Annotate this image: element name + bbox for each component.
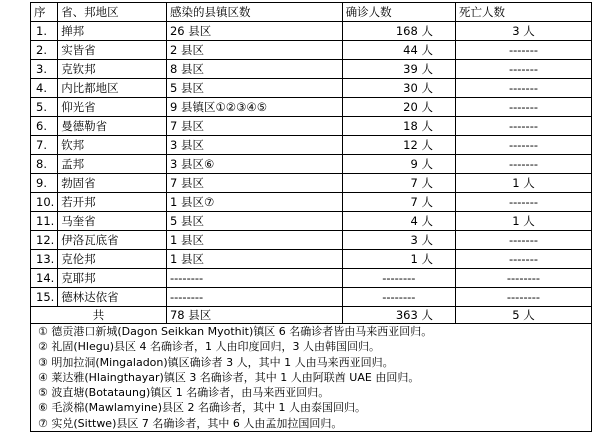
footnote-4: ④ 莱达雅(Hlaingthayar)镇区 3 名确诊者，其中 1 人由阿联酋 UAE 由回归。 (38, 370, 420, 384)
row-region: 伊洛瓦底省 (58, 231, 167, 250)
table-row (31, 231, 592, 250)
row-counties: 26 县区 (166, 22, 342, 41)
total-row (31, 307, 592, 324)
row-counties: 3 县区⑥ (166, 155, 342, 174)
row-deaths: 3 人 (455, 22, 591, 41)
row-cases: 7 人 (342, 174, 455, 193)
row-cases: 12 人 (342, 136, 455, 155)
row-counties: 1 县区⑦ (166, 193, 342, 212)
footnote-1: ① 德贡港口新城(Dagon Seikkan Myothit)镇区 6 名确诊者皆由马来西亚回归。 (38, 325, 433, 338)
row-deaths: 1 人 (455, 174, 591, 193)
row-no: 9. (31, 174, 58, 193)
row-cases: 20 人 (342, 98, 455, 117)
row-deaths: ------- (455, 60, 591, 79)
table-row (31, 79, 592, 98)
row-no: 10. (31, 193, 58, 212)
row-no: 13. (31, 250, 58, 269)
total-cases: 363 人 (342, 307, 455, 324)
table-row (31, 288, 592, 307)
total-label: 共 (31, 307, 167, 324)
table-row (31, 212, 592, 231)
row-counties: -------- (166, 269, 342, 288)
row-counties: 7 县区 (166, 174, 342, 193)
row-deaths: ------- (455, 193, 591, 212)
table-row (31, 250, 592, 269)
row-region: 实皆省 (58, 41, 167, 60)
row-region: 孟邦 (58, 155, 167, 174)
row-counties: 1 县区 (166, 231, 342, 250)
row-cases: 30 人 (342, 79, 455, 98)
row-deaths: ------- (455, 79, 591, 98)
table-row (31, 22, 592, 41)
row-deaths: ------- (455, 117, 591, 136)
row-no: 1. (31, 22, 58, 41)
row-region: 曼德勒省 (58, 117, 167, 136)
row-cases: 18 人 (342, 117, 455, 136)
table-row (31, 193, 592, 212)
row-region: 内比都地区 (58, 79, 167, 98)
row-cases: -------- (342, 288, 455, 307)
row-region: 掸邦 (58, 22, 167, 41)
header-cases: 确诊人数 (342, 3, 455, 22)
table-row (31, 41, 592, 60)
row-no: 12. (31, 231, 58, 250)
row-deaths: ------- (455, 250, 591, 269)
row-no: 4. (31, 79, 58, 98)
row-no: 2. (31, 41, 58, 60)
row-region: 克钦邦 (58, 60, 167, 79)
row-no: 5. (31, 98, 58, 117)
row-counties: 2 县区 (166, 41, 342, 60)
row-deaths: ------- (455, 136, 591, 155)
table-row (31, 269, 592, 288)
header-row (31, 3, 592, 22)
row-no: 15. (31, 288, 58, 307)
row-counties: 5 县区 (166, 212, 342, 231)
regional-case-table (30, 2, 592, 432)
row-counties: 1 县区 (166, 250, 342, 269)
row-region: 勃固省 (58, 174, 167, 193)
row-region: 克伦邦 (58, 250, 167, 269)
row-region: 仰光省 (58, 98, 167, 117)
row-no: 3. (31, 60, 58, 79)
row-no: 14. (31, 269, 58, 288)
total-counties: 78 县区 (166, 307, 342, 324)
row-cases: 1 人 (342, 250, 455, 269)
row-cases: 4 人 (342, 212, 455, 231)
row-deaths: ------- (455, 41, 591, 60)
row-deaths: -------- (455, 269, 591, 288)
row-deaths: 1 人 (455, 212, 591, 231)
footnote-3: ③ 明加拉洞(Mingaladon)镇区确诊者 3 人，其中 1 人由马来西亚回归。 (38, 355, 394, 369)
row-cases: 9 人 (342, 155, 455, 174)
header-no: 序 (31, 3, 58, 22)
footnote-7: ⑦ 实兑(Sittwe)县区 7 名确诊者，其中 6 人由孟加拉国回归。 (38, 416, 343, 430)
row-cases: -------- (342, 269, 455, 288)
table-row (31, 174, 592, 193)
row-counties: 8 县区 (166, 60, 342, 79)
row-region: 德林达依省 (58, 288, 167, 307)
footnotes (31, 324, 592, 432)
row-no: 11. (31, 212, 58, 231)
table-row (31, 60, 592, 79)
row-counties: 9 县镇区①②③④⑤ (166, 98, 342, 117)
row-no: 6. (31, 117, 58, 136)
row-region: 克耶邦 (58, 269, 167, 288)
table-row (31, 155, 592, 174)
row-cases: 7 人 (342, 193, 455, 212)
header-deaths: 死亡人数 (455, 3, 591, 22)
notes-row (31, 324, 592, 432)
row-cases: 39 人 (342, 60, 455, 79)
row-counties: -------- (166, 288, 342, 307)
row-deaths: ------- (455, 155, 591, 174)
covid-case-table-page (30, 2, 592, 432)
footnote-6: ⑥ 毛淡棉(Mawlamyine)县区 2 名确诊者，其中 1 人由泰国回归。 (38, 401, 366, 415)
row-counties: 7 县区 (166, 117, 342, 136)
header-counties: 感染的县镇区数 (166, 3, 342, 22)
row-no: 7. (31, 136, 58, 155)
row-deaths: -------- (455, 288, 591, 307)
row-cases: 3 人 (342, 231, 455, 250)
row-counties: 3 县区 (166, 136, 342, 155)
footnote-2: ② 礼固(Hlegu)县区 4 名确诊者，1 人由印度回归，3 人由韩国回归。 (38, 340, 380, 354)
row-deaths: ------- (455, 98, 591, 117)
row-region: 若开邦 (58, 193, 167, 212)
row-no: 8. (31, 155, 58, 174)
row-counties: 5 县区 (166, 79, 342, 98)
footnote-5: ⑤ 波直塘(Botataung)镇区 1 名确诊者，由马来西亚回归。 (38, 386, 330, 400)
table-row (31, 98, 592, 117)
row-cases: 168 人 (342, 22, 455, 41)
table-row (31, 117, 592, 136)
row-deaths: ------- (455, 231, 591, 250)
row-cases: 44 人 (342, 41, 455, 60)
header-region: 省、邦地区 (58, 3, 167, 22)
total-deaths: 5 人 (455, 307, 591, 324)
row-region: 钦邦 (58, 136, 167, 155)
row-region: 马奎省 (58, 212, 167, 231)
table-row (31, 136, 592, 155)
